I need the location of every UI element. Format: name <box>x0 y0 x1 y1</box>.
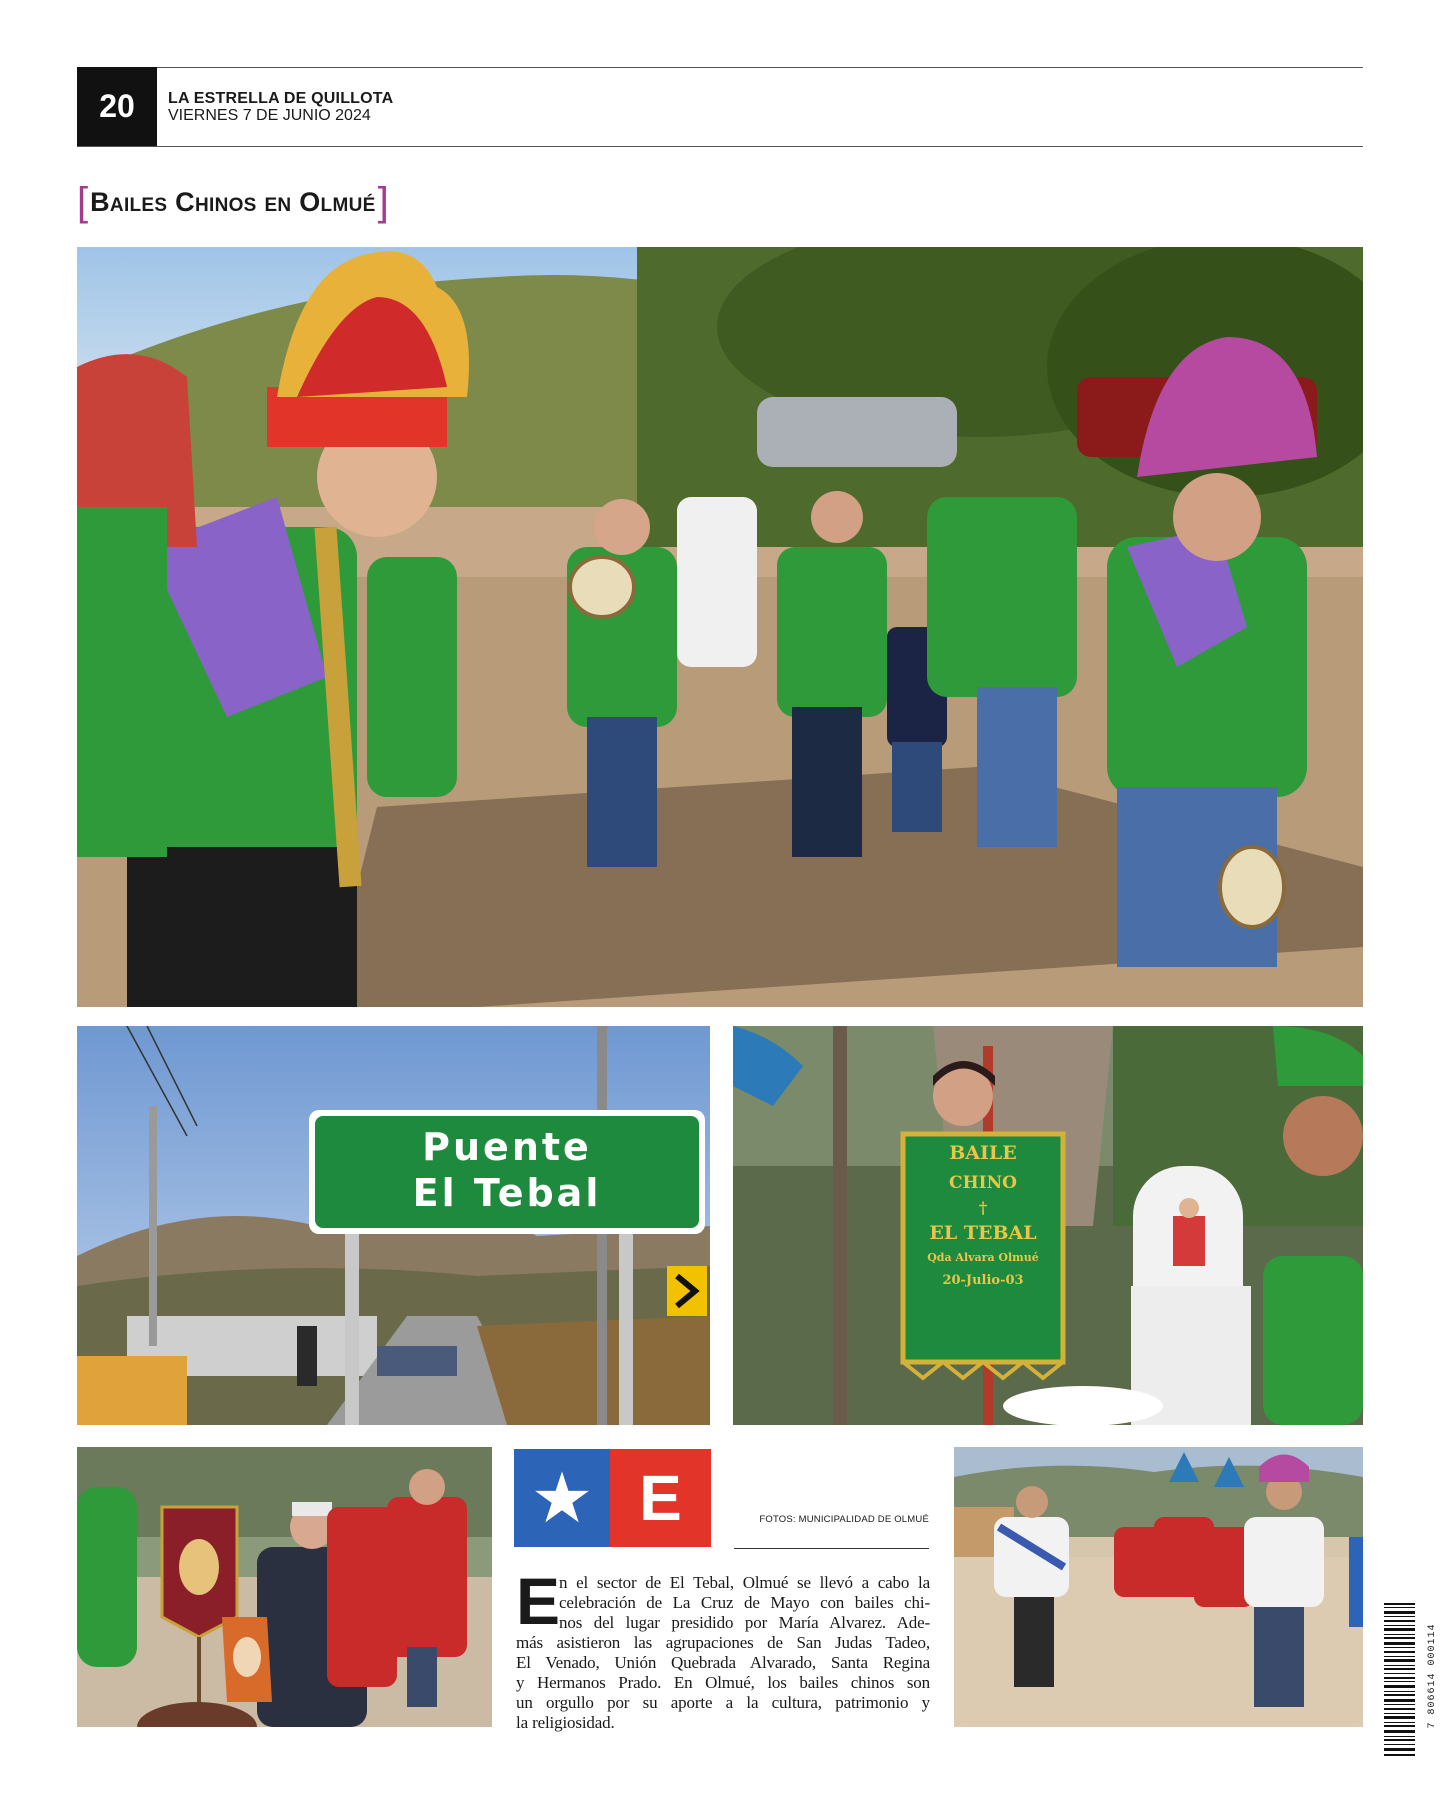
banner-text <box>903 1138 1063 1294</box>
star-icon: ★ <box>530 1457 594 1539</box>
banner-line-1: BAILE <box>949 1142 1017 1164</box>
top-rule <box>77 67 1363 68</box>
photo-banner-shrine <box>733 1026 1363 1425</box>
barcode <box>1384 1601 1415 1758</box>
banner-line-5: 20-Julio-03 <box>942 1273 1024 1288</box>
article-line: n el sector de El Tebal, Olmué se llevó a cabo la <box>559 1573 930 1592</box>
header-bottom-rule <box>77 146 1363 147</box>
issue-date: VIERNES 7 DE JUNIO 2024 <box>168 107 371 124</box>
photo-dancers-field <box>954 1447 1363 1727</box>
section-title-text: Bailes Chinos en Olmué <box>90 186 376 217</box>
sign-text-line2: El Tebal <box>412 1171 602 1215</box>
main-photo-dancers <box>77 247 1363 1007</box>
banner-line-2: CHINO <box>949 1173 1017 1193</box>
banner-cross: † <box>978 1198 988 1217</box>
page-number: 20 <box>77 67 157 146</box>
article-line: la religiosidad. <box>516 1713 615 1732</box>
logo-letter: E <box>639 1462 682 1534</box>
publication-name: LA ESTRELLA DE QUILLOTA <box>168 90 394 107</box>
banner-line-4: Qda Alvara Olmué <box>927 1251 1039 1264</box>
photo-credit: FOTOS: MUNICIPALIDAD DE OLMUÉ <box>759 1514 929 1525</box>
banner-line-3: EL TEBAL <box>929 1222 1037 1244</box>
logo-red-panel <box>610 1449 711 1547</box>
credit-rule <box>734 1548 929 1549</box>
estrella-logo <box>514 1449 711 1547</box>
left-bracket: [ <box>77 180 89 224</box>
article-line: más asistieron las agrupaciones de San Judas Tadeo, <box>516 1633 930 1652</box>
right-bracket: ] <box>377 180 389 224</box>
sign-text-line1: Puente <box>422 1125 592 1169</box>
article-line: nos del lugar presidido por María Alvarez. Ade- <box>559 1613 930 1632</box>
article-line: celebración de La Cruz de Mayo con bailes chi- <box>559 1593 930 1612</box>
article-line: un orgullo por su aporte a la cultura, patrimonio y <box>516 1693 930 1712</box>
article-line: y Hermanos Prado. En Olmué, los bailes chinos son <box>516 1673 930 1692</box>
photo-procession-banner <box>77 1447 492 1727</box>
article-line: El Venado, Unión Quebrada Alvarado, Santa Regina <box>516 1653 930 1672</box>
barcode-number: 7 806614 000114 <box>1427 1623 1438 1729</box>
section-title <box>77 182 389 222</box>
drop-cap: E <box>516 1564 561 1638</box>
logo-blue-panel <box>514 1449 610 1547</box>
photo-sign-puente-el-tebal <box>77 1026 710 1425</box>
